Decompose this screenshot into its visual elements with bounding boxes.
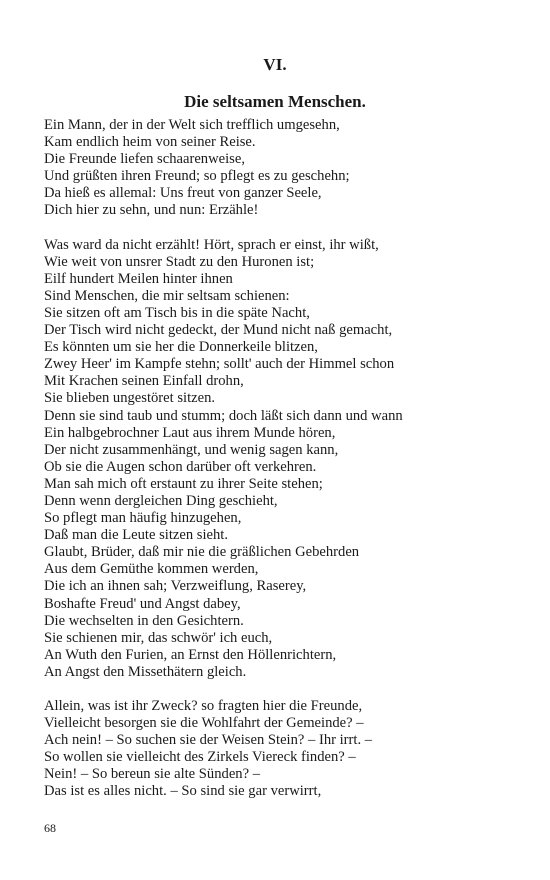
poem-line: Man sah mich oft erstaunt zu ihrer Seite stehen;	[44, 475, 323, 492]
stanza-2	[44, 237, 524, 681]
poem-line: Kam endlich heim von seiner Reise.	[44, 134, 256, 151]
poem-body	[44, 117, 524, 801]
poem-line: Das ist es alles nicht. – So sind sie gar verwirrt,	[44, 783, 322, 800]
stanza-1	[44, 117, 524, 220]
chapter-number: VI.	[263, 55, 287, 74]
poem-line: Mit Krachen seinen Einfall drohn,	[44, 373, 244, 390]
poem-line: An Wuth den Furien, an Ernst den Höllenrichtern,	[44, 646, 337, 663]
poem-line: So pflegt man häufig hinzugehen,	[44, 510, 242, 527]
chapter-title: Die seltsamen Menschen.	[184, 92, 366, 111]
poem-line: Sie blieben ungestöret sitzen.	[44, 390, 216, 407]
poem-line: Der nicht zusammenhängt, und wenig sagen kann,	[44, 441, 339, 458]
poem-line: Die wechselten in den Gesichtern.	[44, 612, 244, 629]
poem-line: Was ward da nicht erzählt! Hört, sprach er einst, ihr wißt,	[44, 236, 379, 253]
poem-line: Da hieß es allemal: Uns freut von ganzer Seele,	[44, 185, 322, 202]
poem-line: Ein halbgebrochner Laut aus ihrem Munde hören,	[44, 424, 336, 441]
poem-line: Boshafte Freud' und Angst dabey,	[44, 595, 241, 612]
page-number: 68	[44, 821, 56, 835]
poem-line: Und grüßten ihren Freund; so pflegt es zu geschehn;	[44, 168, 350, 185]
poem-line: Sie schienen mir, das schwör' ich euch,	[44, 629, 273, 646]
poem-line: Die Freunde liefen schaarenweise,	[44, 151, 245, 168]
poem-line: So wollen sie vielleicht des Zirkels Viereck finden? –	[44, 749, 356, 766]
poem-line: Allein, was ist ihr Zweck? so fragten hier die Freunde,	[44, 698, 363, 714]
poem-line: Sind Menschen, die mir seltsam schienen:	[44, 287, 290, 304]
poem-line: Es könnten um sie her die Donnerkeile blitzen,	[44, 339, 318, 356]
poem-line: Wie weit von unsrer Stadt zu den Huronen ist;	[44, 253, 315, 270]
poem-line: Ein Mann, der in der Welt sich trefflich umgesehn,	[44, 117, 340, 133]
poem-line: Ob sie die Augen schon darüber oft verkehren.	[44, 458, 317, 475]
poem-line: Denn sie sind taub und stumm; doch läßt sich dann und wann	[44, 407, 403, 424]
poem-line: Aus dem Gemüthe kommen werden,	[44, 561, 259, 578]
stanza-3	[44, 698, 524, 801]
poem-line: Der Tisch wird nicht gedeckt, der Mund nicht naß gemacht,	[44, 322, 393, 339]
poem-line: Vielleicht besorgen sie die Wohlfahrt der Gemeinde? –	[44, 715, 364, 732]
poem-line: Sie sitzen oft am Tisch bis in die späte Nacht,	[44, 304, 310, 321]
poem-line: Dich hier zu sehn, und nun: Erzähle!	[44, 202, 259, 219]
poem-line: Glaubt, Brüder, daß mir nie die gräßlichen Gebehrden	[44, 544, 360, 561]
poem-line: Die ich an ihnen sah; Verzweiflung, Raserey,	[44, 578, 307, 595]
poem-line: Zwey Heer' im Kampfe stehn; sollt' auch der Himmel schon	[44, 356, 395, 373]
poem-line: An Angst den Missethätern gleich.	[44, 663, 247, 680]
poem-line: Ach nein! – So suchen sie der Weisen Stein? – Ihr irrt. –	[44, 732, 373, 749]
poem-line: Daß man die Leute sitzen sieht.	[44, 527, 228, 544]
poem-line: Denn wenn dergleichen Ding geschieht,	[44, 492, 278, 509]
poem-line: Nein! – So bereun sie alte Sünden? –	[44, 766, 261, 783]
poem-line: Eilf hundert Meilen hinter ihnen	[44, 270, 233, 287]
